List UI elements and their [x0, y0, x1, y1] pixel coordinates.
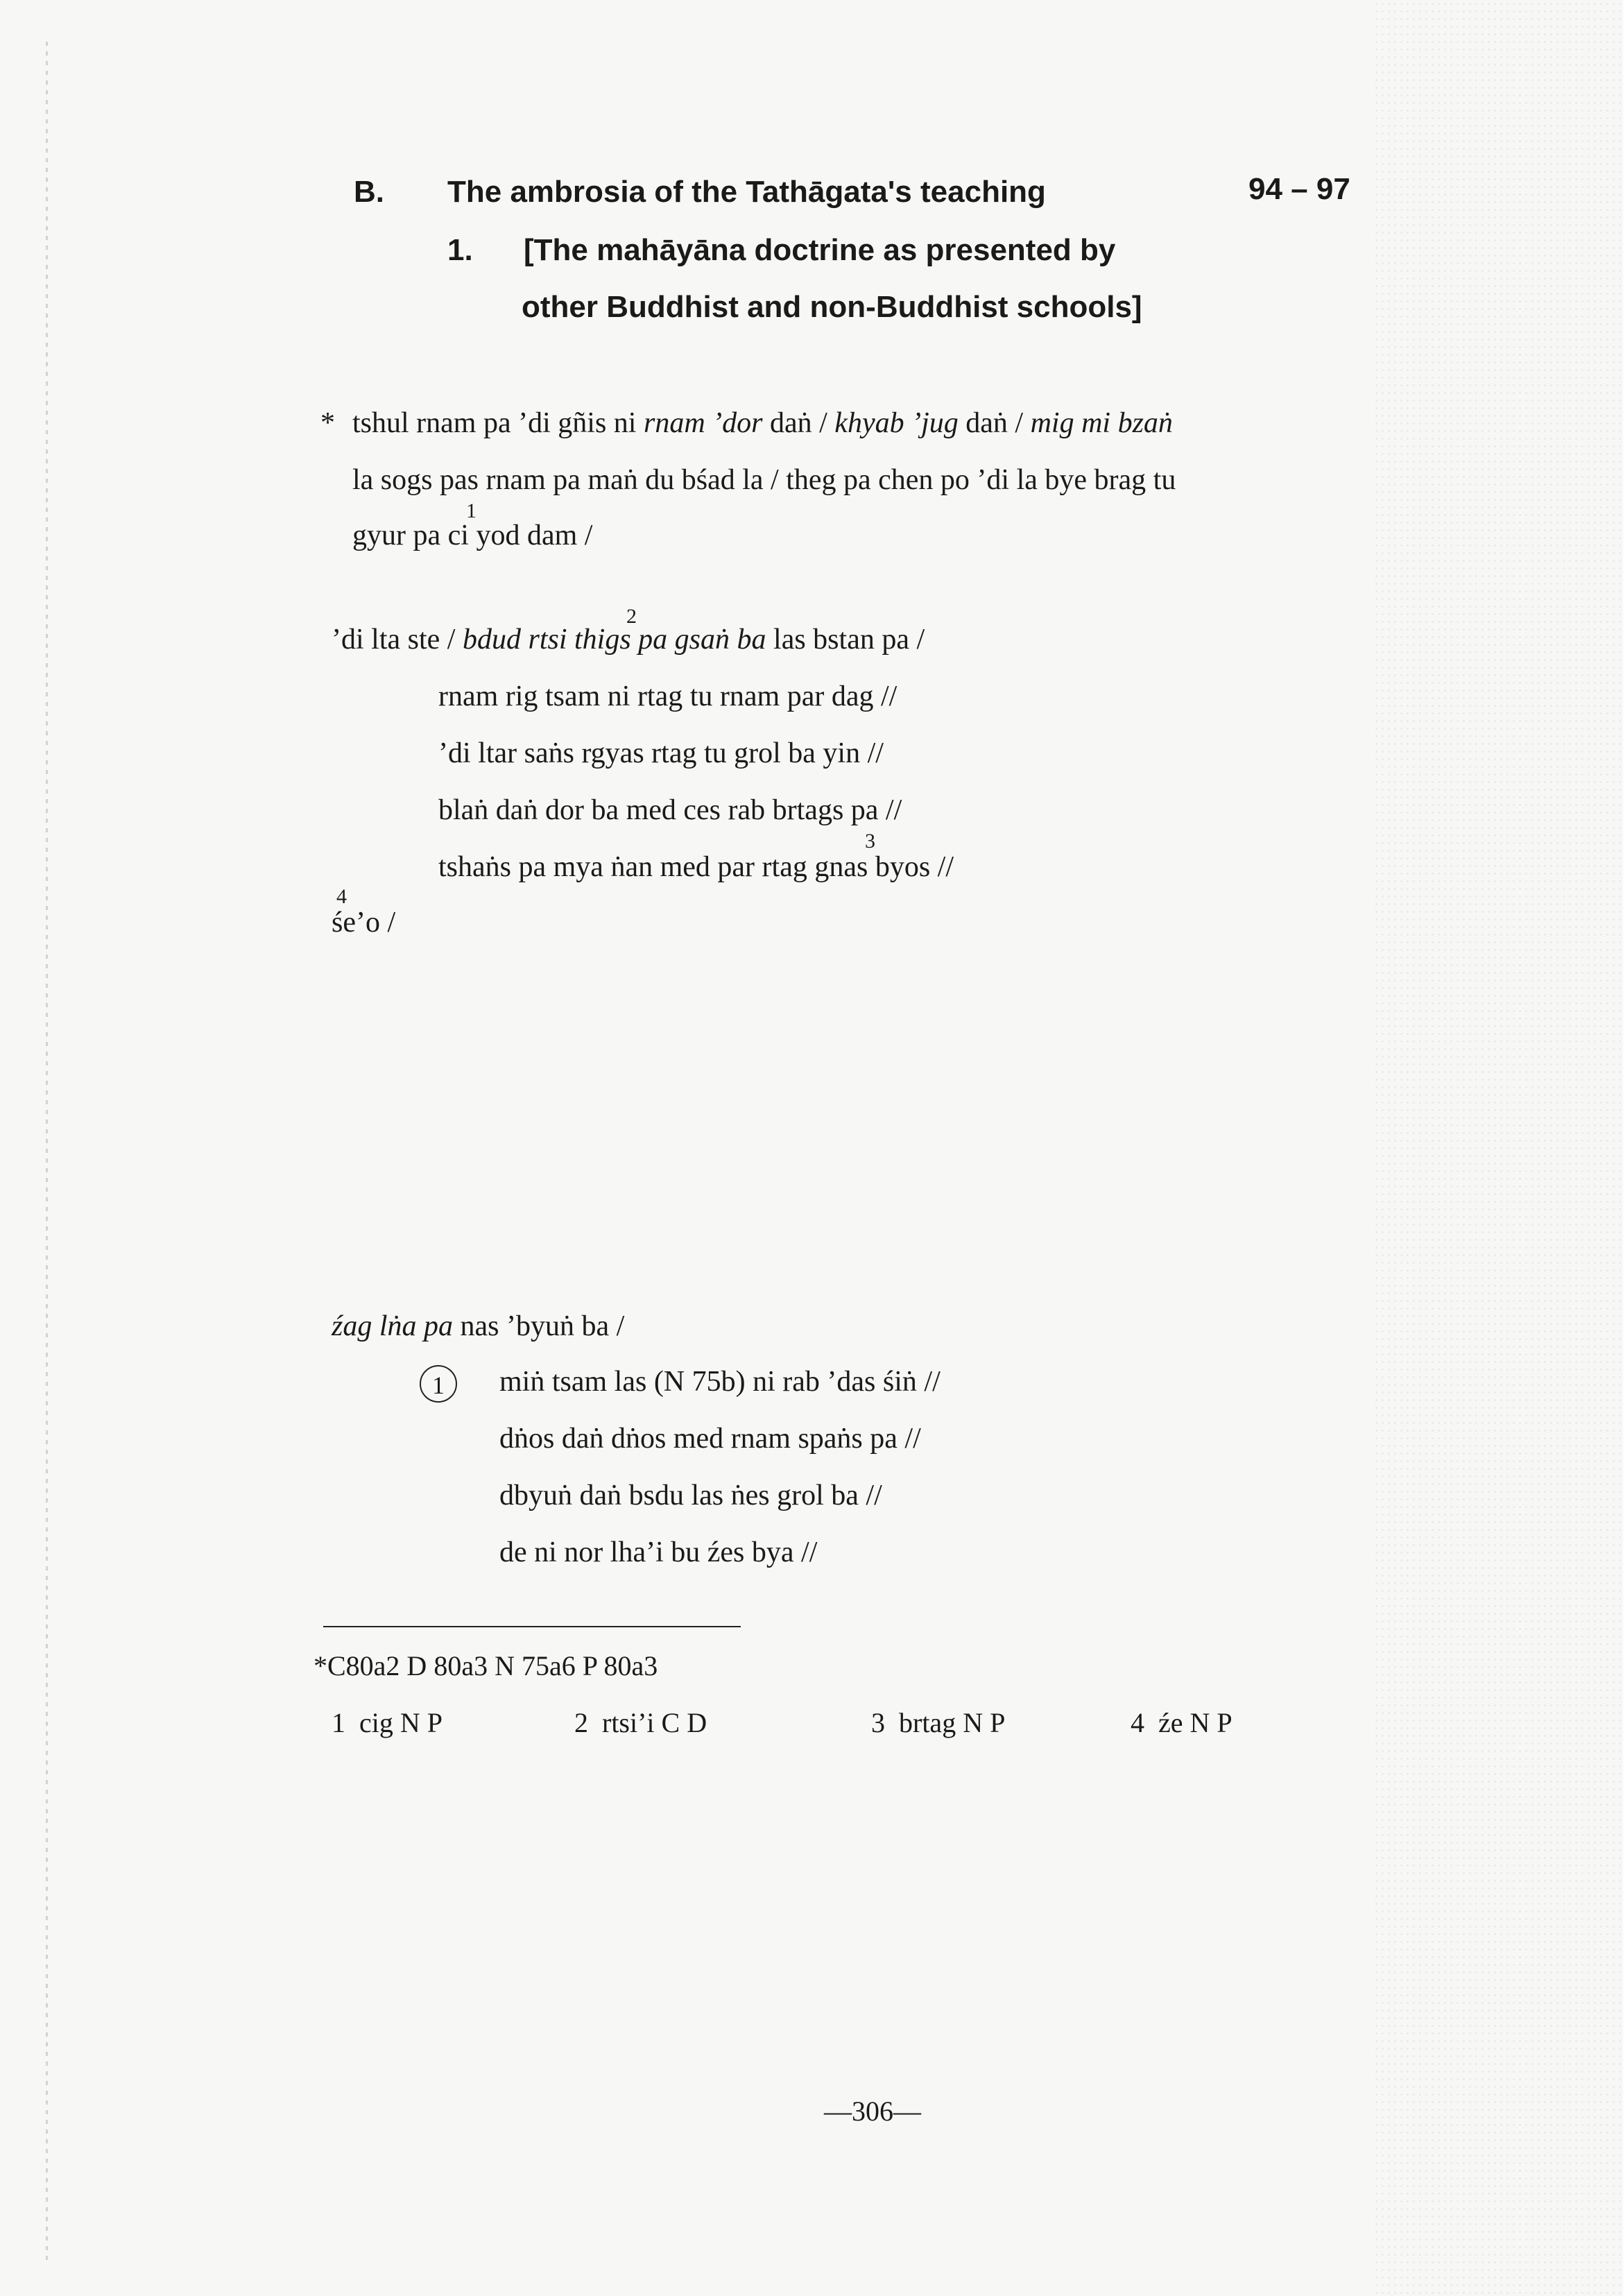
- stanza2-intro: [332, 1310, 624, 1343]
- footnote-3-num: 3: [871, 1707, 885, 1738]
- footnote-2: [574, 1706, 707, 1739]
- note-ref-3: 3: [865, 830, 875, 853]
- prose-line1-e: daṅ /: [958, 407, 1031, 439]
- stanza1-intro: [332, 623, 925, 656]
- stanza1-line2: ’di ltar saṅs rgyas rtag tu grol ba yin //: [438, 737, 884, 769]
- stanza1-intro-c: las bstan pa /: [766, 624, 925, 656]
- footnote-1: [332, 1706, 443, 1739]
- stanza1-line4: tshaṅs pa mya ṅan med par rtag gnas byos //: [438, 851, 954, 883]
- prose-line1: [352, 406, 1173, 440]
- verse-range: 94 – 97: [1248, 172, 1350, 206]
- footnote-1-num: 1: [332, 1707, 345, 1738]
- stanza1-close: śe’o /: [332, 907, 396, 939]
- stanza2-line2: dṅos daṅ dṅos med rnam spaṅs pa //: [499, 1423, 921, 1455]
- note-ref-1: 1: [466, 499, 476, 522]
- stanza1-intro-a: ’di lta ste /: [332, 624, 463, 656]
- source-title: bdud rtsi thigs pa gsaṅ ba: [462, 624, 766, 656]
- stanza2-line3: dbyuṅ daṅ bsdu las ṅes grol ba //: [499, 1480, 882, 1511]
- subsection-number: 1.: [447, 233, 473, 267]
- footnote-3: [871, 1706, 1005, 1739]
- stanza2-source: źag lṅa pa: [332, 1310, 454, 1342]
- prose-line2: la sogs pas rnam pa maṅ du bśad la / theg pa chen po ’di la bye brag tu: [352, 464, 1176, 496]
- footnote-1-text: cig N P: [359, 1707, 443, 1738]
- section-letter: B.: [354, 175, 384, 209]
- footnote-rule: [323, 1626, 741, 1627]
- stanza2-intro-rest: nas ’byuṅ ba /: [453, 1310, 625, 1342]
- term-mig-mi-bzan: mig mi bzaṅ: [1030, 407, 1173, 439]
- stanza2-line4: de ni nor lha’i bu źes bya //: [499, 1536, 818, 1568]
- footnote-4: [1131, 1706, 1233, 1739]
- verse-number-circle: 1: [420, 1365, 457, 1403]
- footnote-4-text: źe N P: [1158, 1707, 1233, 1738]
- footnote-2-text: rtsi’i C D: [602, 1707, 707, 1738]
- scan-edge: [46, 42, 48, 2261]
- page-number: —306—: [824, 2096, 921, 2127]
- prose-marker: *: [320, 407, 335, 439]
- stanza1-line3: blaṅ daṅ dor ba med ces rab brtags pa //: [438, 794, 902, 826]
- subsection-title-line2: other Buddhist and non-Buddhist schools]: [522, 290, 1142, 324]
- subsection-title-line1: [The mahāyāna doctrine as presented by: [524, 233, 1116, 267]
- stanza1-line1: rnam rig tsam ni rtag tu rnam par dag //: [438, 680, 898, 712]
- term-khyab-jug: khyab ’jug: [834, 407, 959, 439]
- prose-line3: gyur pa ci yod dam /: [352, 520, 593, 551]
- prose-line1-c: daṅ /: [762, 407, 835, 439]
- footnote-2-num: 2: [574, 1707, 588, 1738]
- scan-noise: [1373, 0, 1623, 2296]
- term-rnam-dor: rnam ’dor: [643, 407, 763, 439]
- note-ref-4: 4: [336, 885, 347, 908]
- prose-line1-a: tshul rnam pa ’di gñis ni: [352, 407, 644, 439]
- footnote-4-num: 4: [1131, 1707, 1144, 1738]
- stanza2-line1: miṅ tsam las (N 75b) ni rab ’das śiṅ //: [499, 1366, 941, 1398]
- footnote-3-text: brtag N P: [899, 1707, 1006, 1738]
- section-title: The ambrosia of the Tathāgata's teaching: [447, 175, 1046, 209]
- note-ref-2: 2: [626, 605, 637, 628]
- footnote-sources: *C80a2 D 80a3 N 75a6 P 80a3: [314, 1650, 658, 1681]
